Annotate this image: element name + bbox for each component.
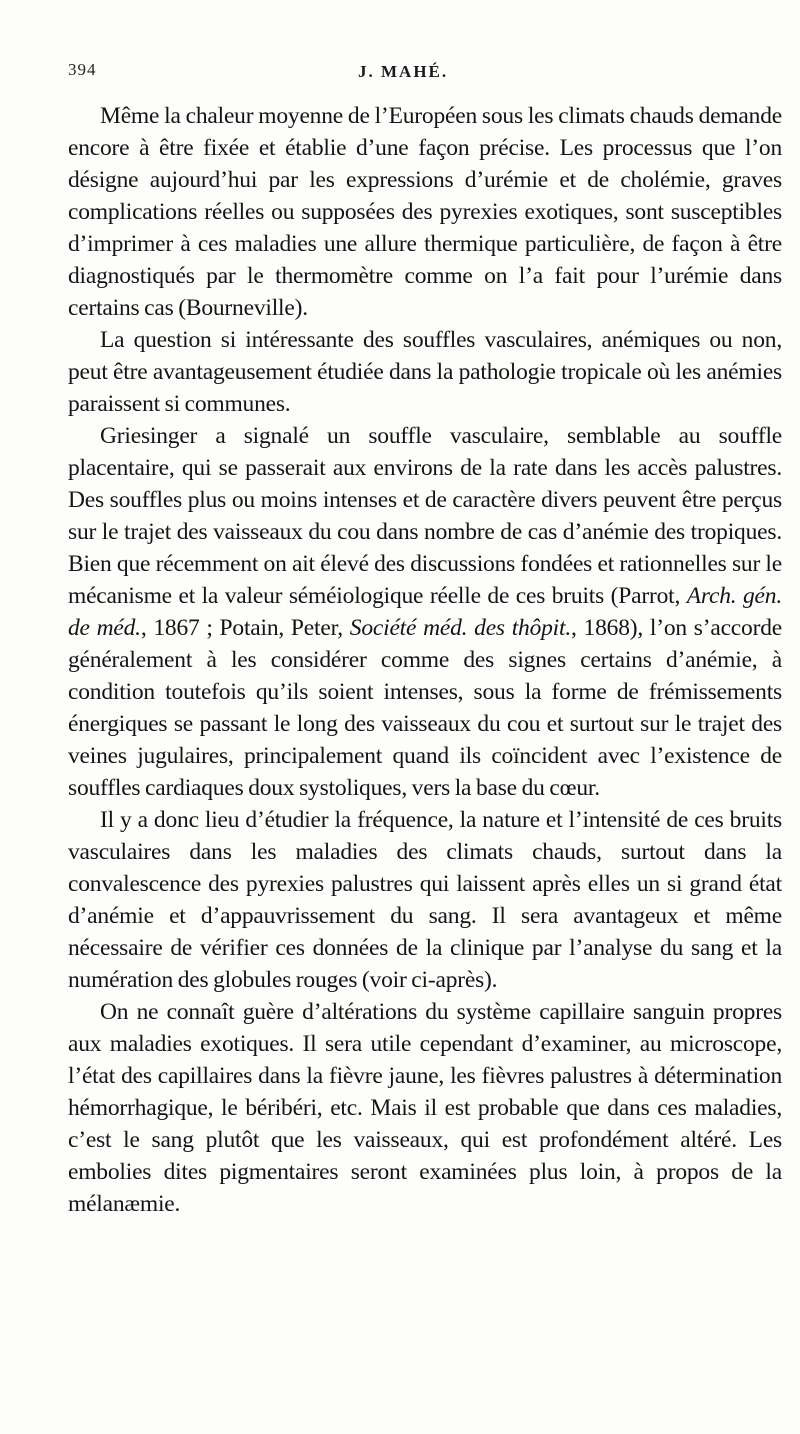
citation-arch-gen-med: Arch. gén. de méd. [68, 583, 782, 641]
running-title: J. MAHÉ. [358, 62, 449, 81]
paragraph-text: Même la chaleur moyenne de l’Européen sous les climats chauds demande encore à être fixée et établie d’une façon précise. Les processus que l’on désigne aujourd’hui par les expressions d’urémie et de cholémie, graves complications réelles ou supposées des pyrexies exotiques, sont susceptibles d’imprimer à ces maladies une allure thermique particulière, de façon à être diagnostiqués par le thermomètre comme on l’a fait pour l’urémie dans certains cas (Bourneville). [68, 103, 782, 321]
paragraph-study-frequency [68, 804, 782, 996]
paragraph-text: , 1868), l’on s’accorde généralement à les considérer comme des signes certains d’anémie, à condition toutefois qu’ils soient intenses, sous la forme de frémissements énergiques se passant le long des vaisseaux du cou et surtout sur le trajet des veines jugulaires, principalement quand ils coïncident avec l’existence de souffles cardiaques doux systoliques, vers la base du cœur. [68, 615, 782, 801]
paragraph-temperature [68, 100, 782, 324]
paragraph-capillary-system [68, 996, 782, 1220]
page-number: 394 [68, 60, 97, 79]
running-head [68, 60, 780, 90]
paragraph-text: , 1867 ; Potain, Peter, [140, 615, 350, 641]
paragraph-griesinger [68, 420, 782, 804]
body-text [68, 100, 782, 1220]
paragraph-text: Griesinger a signalé un souffle vasculaire, semblable au souffle placentaire, qui se passerait aux environs de la rate dans les accès palustres. Des souffles plus ou moins intenses et de caractère divers peuvent être perçus sur le trajet des vaisseaux du cou dans nombre de cas d’anémie des tropiques. Bien que récemment on ait élevé des discussions fondées et rationnelles sur le mécanisme et la valeur séméiologique réelle de ces bruits (Parrot, [68, 423, 782, 609]
paragraph-text: On ne connaît guère d’altérations du système capillaire sanguin propres aux maladies exotiques. Il sera utile cependant d’examiner, au microscope, l’état des capillaires dans la fièvre jaune, les fièvres palustres à détermination hémorrhagique, le béribéri, etc. Mais il est probable que dans ces maladies, c’est le sang plutôt que les vaisseaux, qui est profondément altéré. Les embolies dites pigmentaires seront examinées plus loin, à propos de la mélanæmie. [68, 999, 782, 1217]
paragraph-text: La question si intéressante des souffles vasculaires, anémiques ou non, peut être avantageusement étudiée dans la pathologie tropicale où les anémies paraissent si communes. [68, 327, 782, 417]
citation-societe-med: Société méd. des thôpit. [349, 615, 572, 641]
paragraph-text: Il y a donc lieu d’étudier la fréquence, la nature et l’intensité de ces bruits vasculaires dans les maladies des climats chauds, surtout dans la convalescence des pyrexies palustres qui laissent après elles un si grand état d’anémie et d’appauvrissement du sang. Il sera avantageux et même nécessaire de vérifier ces données de la clinique par l’analyse du sang et la numération des globules rouges (voir ci-après). [68, 807, 782, 993]
paragraph-vascular-murmurs [68, 324, 782, 420]
